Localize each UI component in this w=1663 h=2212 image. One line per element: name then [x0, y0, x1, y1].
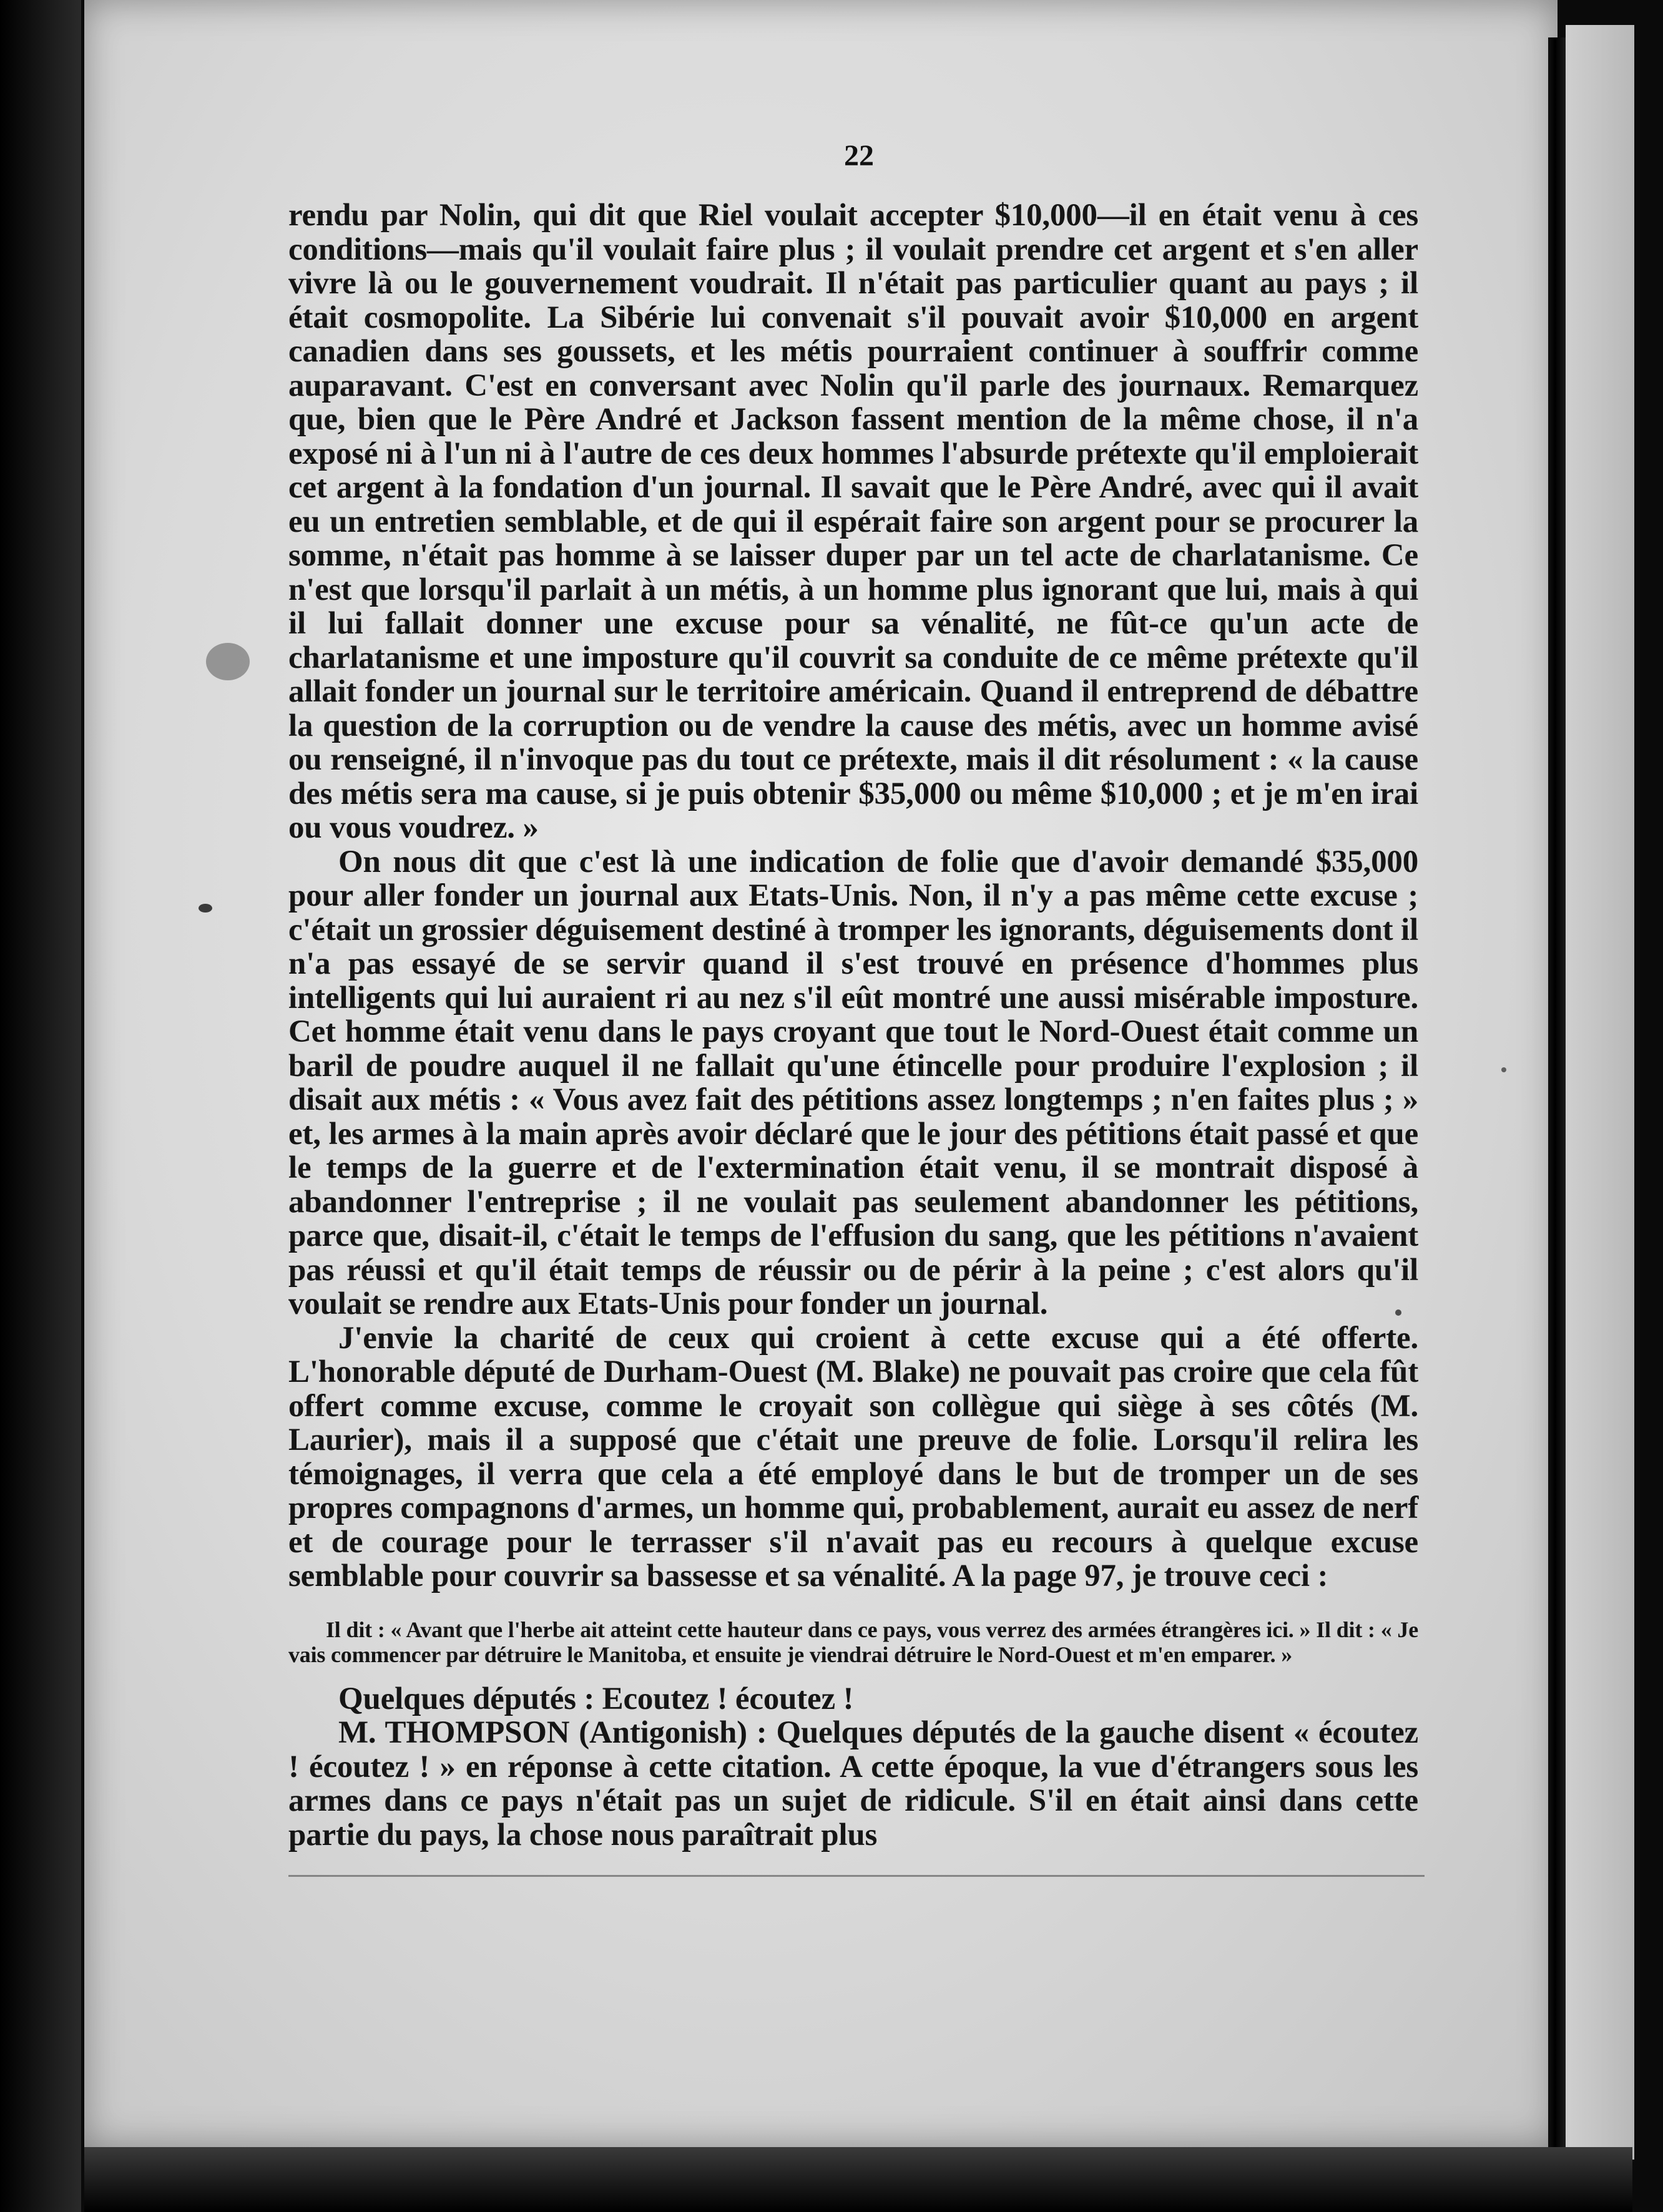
scan-speck [1501, 1067, 1506, 1072]
scan-artifact-line [288, 1875, 1425, 1877]
page-number: 22 [844, 139, 874, 172]
page-gutter [1548, 37, 1566, 2147]
scan-smudge [206, 643, 250, 680]
paragraph-3: J'envie la charité de ceux qui croient à cette excuse qui a été offerte. L'honorable député de Durham-Ouest (M. Blake) ne pouvait pas croire que cela fût offert comme excuse, comme le croyait son collègue qui siège à ses côtés (M. Laurier), mais il a supposé que c'était une preuve de folie. Lorsqu'il relira les témoignages, il verra que cela a été employé dans le but de tromper un de ses propres compagnons d'armes, un homme qui, probablement, aurait eu assez de nerf et de courage pour le terrasser s'il n'avait pas eu recours à quelque excuse semblable pour couvrir sa bassesse et sa vénalité. A la page 97, je trouve ceci : [288, 1320, 1418, 1593]
scan-speck [1395, 1309, 1401, 1316]
interjection: Quelques députés : Ecoutez ! écoutez ! [338, 1681, 854, 1716]
scan-edge-left [0, 0, 81, 2212]
paragraph-2: On nous dit que c'est là une indication de folie que d'avoir demandé $35,000 pour aller fonder un journal aux Etats-Unis. Non, il n'y a pas même cette excuse ; c'était un grossier déguisement destiné à tromper les ignorants, déguisements dont il n'a pas essayé de se servir quand il s'est trouvé en présence d'hommes plus intelligents qui lui auraient ri au nez s'il eût montré une aussi misérable imposture. Cet homme était venu dans le pays croyant que tout le Nord-Ouest était comme un baril de poudre auquel il ne fallait qu'une étincelle pour produire l'explosion ; il disait aux métis : « Vous avez fait des pétitions assez longtemps ; n'en faites plus ; » et, les armes à la main après avoir déclaré que le jour des pétitions était passé et que le temps de la guerre et de l'extermination était venu, il se montrait disposé à abandonner l'entreprise ; il ne voulait pas seulement abandonner les pétitions, parce que, disait-il, c'était le temps de l'effusion du sang, que les pétitions n'avaient pas réussi et qu'il était temps de réussir ou de périr à la peine ; c'est alors qu'il voulait se rendre aux Etats-Unis pour fonder un journal. [288, 844, 1418, 1321]
adjacent-page-edge [1566, 25, 1634, 2160]
paragraph-1: rendu par Nolin, qui dit que Riel voulait accepter $10,000—il en était venu à ces conditions—mais qu'il voulait faire plus ; il voulait prendre cet argent et s'en aller vivre là ou le gouvernement voudrait. Il n'était pas particulier quant au pays ; il était cosmopolite. La Sibérie lui convenait s'il pouvait avoir $10,000 en argent canadien dans ses goussets, et les métis pourraient continuer à souffrir comme auparavant. C'est en conversant avec Nolin qu'il parle des journaux. Remarquez que, bien que le Père André et Jackson fassent mention de la même chose, il n'a exposé ni à l'un ni à l'autre de ces deux hommes l'absurde prétexte qu'il emploierait cet argent à la fondation d'un journal. Il savait que le Père André, avec qui il avait eu un entretien semblable, et de qui il espérait faire son argent pour se procurer la somme, n'était pas homme à se laisser duper par un tel acte de charlatanisme. Ce n'est que lorsqu'il parlait à un métis, à un homme plus ignorant que lui, mais à qui il lui fallait donner une excuse pour sa vénalité, ne fût-ce qu'un acte de charlatanisme et une imposture qu'il couvrit sa conduite de ce même prétexte qu'il allait fonder un journal sur le territoire américain. Quand il entreprend de débattre la question de la corruption ou de vendre la cause des métis, avec un homme avisé ou renseigné, il n'invoque pas du tout ce prétexte, mais il dit résolument : « la cause des métis sera ma cause, si je puis obtenir $35,000 ou même $10,000 ; et je m'en irai ou vous voudrez. » [288, 198, 1418, 845]
speech-paragraph [288, 1716, 1418, 1852]
scan-bottom-edge [84, 2147, 1632, 2212]
body-text [288, 198, 1418, 1852]
scan-speck [199, 904, 212, 913]
speaker-riding: (Antigonish) : [579, 1715, 767, 1750]
quoted-testimony: Il dit : « Avant que l'herbe ait atteint cette hauteur dans ce pays, vous verrez des armées étrangères ici. » Il dit : « Je vais commencer par détruire le Manitoba, et ensuite je viendrai détruire le Nord-Ouest et m'en emparer. » [288, 1617, 1418, 1667]
speech-text: Quelques députés de la gauche disent « écoutez ! écoutez ! » en réponse à cette citation. A cette époque, la vue d'étrangers sous les armes dans ce pays n'était pas un sujet de ridicule. S'il en était ainsi dans cette partie du pays, la chose nous paraîtrait plus [288, 1715, 1418, 1852]
speaker-name: M. THOMPSON [338, 1715, 570, 1750]
